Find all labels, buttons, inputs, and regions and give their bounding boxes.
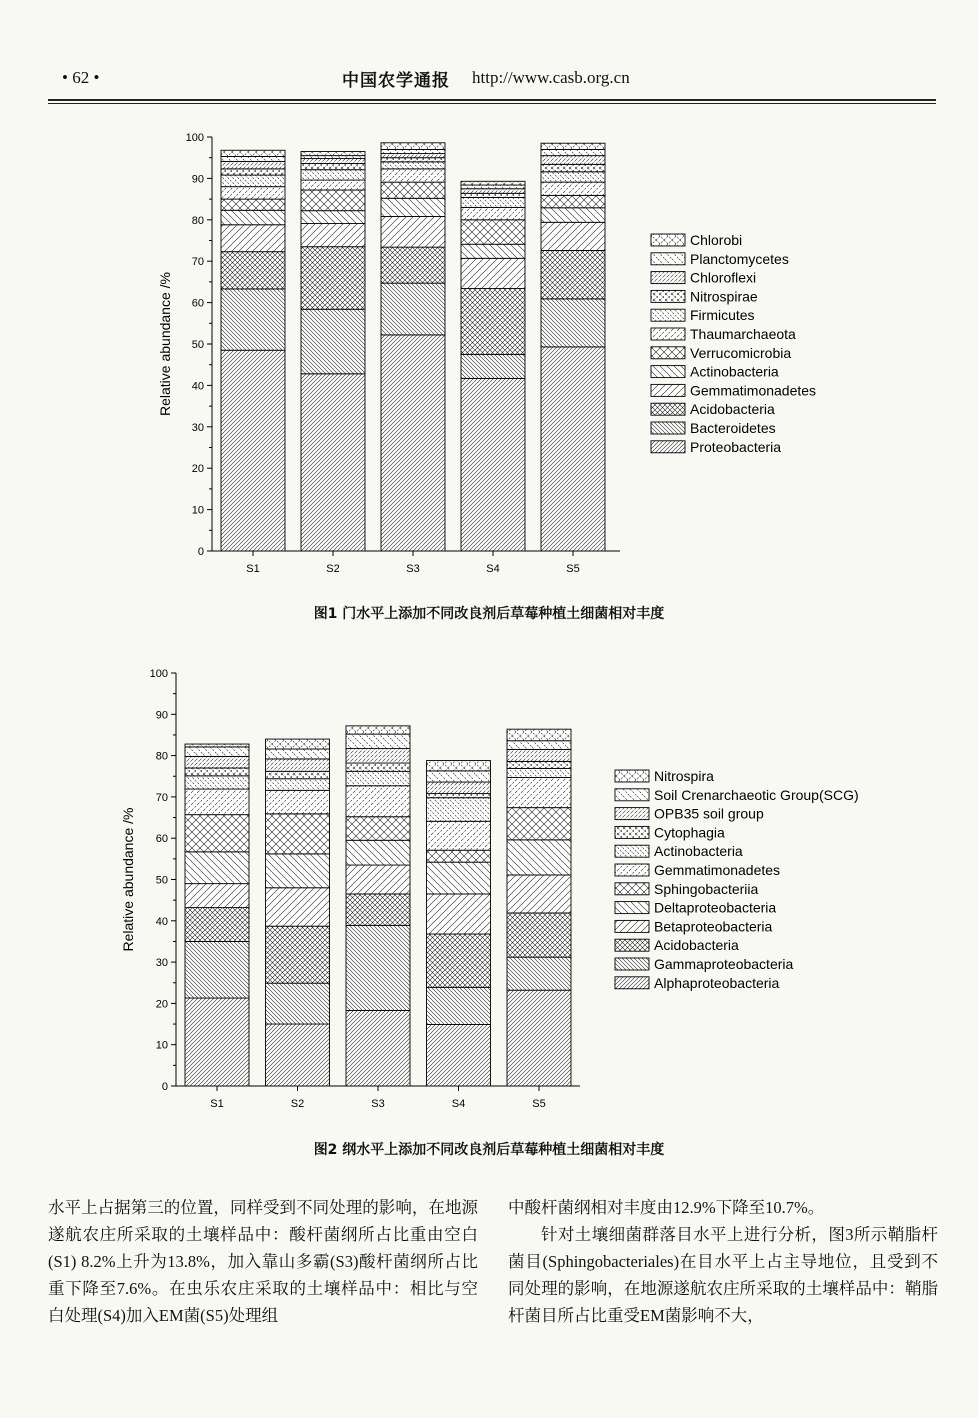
bar-s5-alphaproteobacteria (507, 990, 571, 1086)
bar-s2-gemmatimonadetes (301, 224, 365, 247)
bar-s2-chloroflexi (301, 159, 365, 164)
bar-s3-deltaproteobacteria (346, 840, 410, 865)
body-left-column (48, 1194, 478, 1329)
bar-s3-verrucomicrobia (381, 182, 445, 198)
legend-swatch-betaproteobacteria (615, 920, 649, 932)
x-tick-label: S4 (486, 563, 500, 575)
bar-s5-gemmatimonadetes (541, 222, 605, 250)
bar-s1-betaproteobacteria (185, 884, 249, 908)
bar-s3-chloroflexi (381, 154, 445, 158)
bar-s2-sphingobacteriia (266, 814, 330, 854)
figure-1-caption: 图1 门水平上添加不同改良剂后草莓种植土细菌相对丰度 (313, 606, 665, 622)
bar-s4-actinobacteria (427, 798, 491, 822)
bar-s3-bacteroidetes (381, 283, 445, 335)
bar-s1-firmicutes (221, 175, 285, 187)
bar-s5-deltaproteobacteria (507, 840, 571, 875)
bar-s5-betaproteobacteria (507, 875, 571, 913)
y-tick-label: 30 (191, 421, 204, 434)
y-tick-label: 0 (197, 546, 204, 558)
bar-s4-proteobacteria (461, 378, 525, 551)
bar-s5-acidobacteria (507, 913, 571, 957)
bar-s3-gammaproteobacteria (346, 925, 410, 1010)
bar-s2-nitrospira (266, 739, 330, 749)
bar-s1-gemmatimonadetes (221, 225, 285, 252)
y-tick-label: 20 (155, 998, 168, 1011)
bar-s2-acidobacteria (266, 926, 330, 983)
bar-s2-thaumarchaeota (301, 180, 365, 190)
bar-s2-bacteroidetes (301, 309, 365, 374)
bar-s4-acidobacteria (461, 289, 525, 355)
y-tick-label: 60 (191, 297, 204, 310)
legend-label-opb35-soil-group: OPB35 soil group (654, 805, 764, 822)
bar-s2-proteobacteria (301, 374, 365, 551)
bar-s2-gemmatimonadetes (266, 790, 330, 814)
bar-s1-acidobacteria (221, 252, 285, 289)
legend-label-bacteroidetes: Bacteroidetes (690, 420, 776, 436)
legend-swatch-firmicutes (651, 309, 685, 321)
bar-s4-opb35-soil-group (427, 782, 491, 794)
legend-label-betaproteobacteria: Betaproteobacteria (654, 918, 773, 935)
legend-swatch-cytophagia (615, 826, 649, 838)
legend-label-proteobacteria: Proteobacteria (690, 438, 782, 455)
legend-swatch-sphingobacteriia (615, 883, 649, 895)
legend-swatch-acidobacteria (615, 939, 649, 951)
legend-label-firmicutes: Firmicutes (690, 307, 755, 324)
legend-label-nitrospira: Nitrospira (654, 768, 714, 784)
bar-s5-actinobacteria (507, 768, 571, 777)
bar-s3-gemmatimonadetes (346, 786, 410, 817)
legend-label-verrucomicrobia: Verrucomicrobia (690, 344, 792, 361)
x-tick-label: S1 (210, 1098, 224, 1110)
x-tick-label: S5 (566, 563, 580, 575)
bar-s5-gammaproteobacteria (507, 957, 571, 990)
legend-swatch-thaumarchaeota (651, 328, 685, 340)
bar-s1-deltaproteobacteria (185, 852, 249, 884)
y-tick-label: 100 (149, 668, 168, 680)
bar-s1-actinobacteria (185, 776, 249, 789)
bar-s4-nitrospira (427, 761, 491, 771)
bar-s4-nitrospirae (461, 193, 525, 197)
bar-s3-cytophagia (346, 763, 410, 771)
legend-label-deltaproteobacteria: Deltaproteobacteria (654, 899, 777, 916)
y-tick-label: 80 (191, 214, 204, 227)
body-paragraph: 针对土壤细菌群落目水平上进行分析，图3所示鞘脂杆菌目(Sphingobacteriales)在目水平上占主导地位，且受到不同处理的影响，在地源遂航农庄所采取的土壤样品中：鞘脂杆菌目所占比重受EM菌影响不大， (508, 1225, 938, 1325)
y-tick-label: 40 (155, 915, 168, 928)
bar-s4-gemmatimonadetes (427, 821, 491, 850)
bar-s3-betaproteobacteria (346, 865, 410, 894)
bar-s5-actinobacteria (541, 208, 605, 222)
bar-s3-gemmatimonadetes (381, 216, 445, 247)
bar-s4-thaumarchaeota (461, 207, 525, 219)
legend-swatch-acidobacteria (651, 403, 685, 415)
bar-s3-planctomycetes (381, 149, 445, 153)
body-paragraph: 水平上占据第三的位置，同样受到不同处理的影响，在地源遂航农庄所采取的土壤样品中：酸杆菌纲所占比重由空白(S1) 8.2%上升为13.8%，加入靠山多霸(S3)酸杆菌纲所占比重下降至7.6%。在虫乐农庄采取的土壤样品中：相比与空白处理(S4)加入EM菌(S5)处理组 (48, 1198, 478, 1325)
bar-s3-nitrospirae (381, 158, 445, 162)
legend-label-sphingobacteriia: Sphingobacteriia (654, 880, 759, 897)
bar-s2-acidobacteria (301, 247, 365, 310)
legend-swatch-actinobacteria (651, 366, 685, 378)
page-number: • 62 • (62, 68, 100, 87)
bar-s3-nitrospira (346, 726, 410, 734)
bar-s4-gammaproteobacteria (427, 987, 491, 1024)
bar-s4-planctomycetes (461, 185, 525, 189)
y-tick-label: 70 (191, 256, 204, 269)
bar-s2-firmicutes (301, 170, 365, 180)
bar-s5-planctomycetes (541, 149, 605, 155)
bar-s4-verrucomicrobia (461, 220, 525, 244)
legend-swatch-chloroflexi (651, 272, 685, 284)
legend-swatch-planctomycetes (651, 253, 685, 265)
bar-s2-opb35-soil-group (266, 759, 330, 771)
bar-s4-chlorobi (461, 181, 525, 185)
x-tick-label: S3 (406, 563, 420, 575)
legend-label-acidobacteria: Acidobacteria (690, 401, 775, 418)
y-tick-label: 20 (191, 463, 204, 476)
bar-s2-betaproteobacteria (266, 888, 330, 926)
bar-s1-planctomycetes (221, 156, 285, 161)
bar-s5-nitrospira (507, 729, 571, 741)
legend-swatch-gammaproteobacteria (615, 958, 649, 970)
y-tick-label: 100 (185, 132, 204, 144)
bar-s2-chlorobi (301, 151, 365, 155)
bar-s1-cytophagia (185, 768, 249, 776)
legend-label-actinobacteria: Actinobacteria (654, 843, 743, 860)
bar-s1-verrucomicrobia (221, 199, 285, 210)
legend-swatch-soil-crenarchaeotic-group-scg (615, 789, 649, 801)
bar-s3-alphaproteobacteria (346, 1010, 410, 1086)
bar-s1-nitrospirae (221, 169, 285, 175)
figure-2-chart (0, 600, 978, 1200)
bar-s4-alphaproteobacteria (427, 1024, 491, 1086)
legend-label-actinobacteria: Actinobacteria (690, 363, 779, 380)
legend-label-gammaproteobacteria: Gammaproteobacteria (654, 956, 794, 972)
bar-s5-verrucomicrobia (541, 195, 605, 207)
legend-swatch-actinobacteria (615, 845, 649, 857)
bar-s3-chlorobi (381, 143, 445, 150)
y-tick-label: 80 (155, 750, 168, 763)
legend-label-cytophagia: Cytophagia (654, 824, 725, 841)
legend-swatch-opb35-soil-group (615, 808, 649, 820)
x-tick-label: S3 (371, 1098, 385, 1110)
legend-label-chlorobi: Chlorobi (690, 232, 743, 248)
figure-2-caption: 图2 纲水平上添加不同改良剂后草莓种植土细菌相对丰度 (313, 1142, 665, 1158)
bar-s4-deltaproteobacteria (427, 862, 491, 894)
bar-s4-firmicutes (461, 197, 525, 207)
bar-s3-actinobacteria (346, 771, 410, 785)
bar-s4-betaproteobacteria (427, 894, 491, 934)
bar-s4-cytophagia (427, 794, 491, 798)
x-tick-label: S2 (326, 563, 340, 575)
bar-s4-acidobacteria (427, 934, 491, 987)
body-right-column (508, 1194, 938, 1329)
legend-swatch-gemmatimonadetes (651, 384, 685, 396)
y-tick-label: 90 (155, 709, 168, 722)
legend-swatch-chlorobi (651, 234, 685, 246)
bar-s5-chlorobi (541, 143, 605, 149)
y-tick-label: 40 (191, 380, 204, 393)
bar-s5-firmicutes (541, 172, 605, 182)
y-tick-label: 50 (155, 874, 168, 887)
legend-swatch-verrucomicrobia (651, 347, 685, 359)
bar-s5-sphingobacteriia (507, 808, 571, 840)
bar-s1-bacteroidetes (221, 289, 285, 350)
bar-s1-sphingobacteriia (185, 815, 249, 852)
x-tick-label: S5 (532, 1098, 546, 1110)
legend-label-alphaproteobacteria: Alphaproteobacteria (654, 974, 780, 991)
bar-s4-gemmatimonadetes (461, 258, 525, 288)
legend-label-gemmatimonadetes: Gemmatimonadetes (690, 382, 817, 399)
y-tick-label: 60 (155, 833, 168, 846)
bar-s1-alphaproteobacteria (185, 998, 249, 1086)
y-tick-label: 0 (161, 1081, 168, 1093)
legend-label-acidobacteria: Acidobacteria (654, 937, 739, 954)
legend-swatch-nitrospira (615, 770, 649, 782)
x-tick-label: S1 (246, 563, 260, 575)
bar-s5-bacteroidetes (541, 299, 605, 347)
x-tick-label: S2 (290, 1098, 305, 1110)
bar-s3-firmicutes (381, 162, 445, 169)
bar-s2-cytophagia (266, 771, 330, 778)
bar-s3-actinobacteria (381, 198, 445, 216)
bar-s3-opb35-soil-group (346, 749, 410, 763)
bar-s2-nitrospirae (301, 163, 365, 169)
bar-s2-deltaproteobacteria (266, 854, 330, 888)
legend-swatch-gemmatimonadetes (615, 864, 649, 876)
bar-s4-sphingobacteriia (427, 850, 491, 862)
legend-swatch-deltaproteobacteria (615, 902, 649, 914)
legend-swatch-nitrospirae (651, 290, 685, 302)
bar-s1-gemmatimonadetes (185, 789, 249, 815)
bar-s1-thaumarchaeota (221, 187, 285, 199)
bar-s1-acidobacteria (185, 908, 249, 942)
bar-s4-bacteroidetes (461, 354, 525, 378)
bar-s2-actinobacteria (266, 779, 330, 791)
bar-s3-acidobacteria (381, 247, 445, 283)
y-tick-label: 10 (191, 504, 204, 517)
bar-s2-verrucomicrobia (301, 190, 365, 211)
bar-s3-sphingobacteriia (346, 817, 410, 841)
bar-s1-nitrospira (185, 744, 249, 747)
legend-swatch-proteobacteria (651, 441, 685, 453)
bar-s5-nitrospirae (541, 164, 605, 171)
y-axis-label: Relative abundance /% (120, 807, 136, 952)
y-axis-label: Relative abundance /% (157, 272, 173, 416)
legend-swatch-bacteroidetes (651, 422, 685, 434)
y-tick-label: 90 (191, 173, 204, 186)
bar-s1-gammaproteobacteria (185, 941, 249, 998)
bar-s2-alphaproteobacteria (266, 1024, 330, 1086)
bar-s2-gammaproteobacteria (266, 983, 330, 1024)
legend-label-thaumarchaeota: Thaumarchaeota (690, 326, 796, 342)
bar-s3-acidobacteria (346, 894, 410, 925)
bar-s5-soil-crenarchaeotic-group-scg (507, 741, 571, 750)
figure-1-chart (0, 0, 978, 600)
y-tick-label: 30 (155, 957, 168, 970)
y-tick-label: 10 (155, 1039, 168, 1052)
bar-s3-proteobacteria (381, 335, 445, 551)
legend-label-gemmatimonadetes: Gemmatimonadetes (654, 862, 781, 878)
x-tick-label: S4 (451, 1098, 466, 1110)
bar-s1-chlorobi (221, 150, 285, 156)
bar-s5-gemmatimonadetes (507, 777, 571, 807)
bar-s5-chloroflexi (541, 156, 605, 165)
bar-s1-proteobacteria (221, 350, 285, 551)
bar-s1-opb35-soil-group (185, 756, 249, 768)
bar-s3-thaumarchaeota (381, 169, 445, 182)
y-tick-label: 50 (191, 339, 204, 351)
bar-s5-proteobacteria (541, 347, 605, 551)
bar-s5-opb35-soil-group (507, 749, 571, 761)
bar-s4-soil-crenarchaeotic-group-scg (427, 771, 491, 782)
legend-swatch-alphaproteobacteria (615, 977, 649, 989)
legend-label-chloroflexi: Chloroflexi (690, 269, 757, 286)
bar-s1-soil-crenarchaeotic-group-scg (185, 747, 249, 756)
legend-label-soil-crenarchaeotic-group-scg: Soil Crenarchaeotic Group(SCG) (654, 786, 859, 803)
bar-s2-actinobacteria (301, 211, 365, 224)
bar-s4-chloroflexi (461, 189, 525, 194)
bar-s1-chloroflexi (221, 161, 285, 168)
bar-s1-actinobacteria (221, 210, 285, 224)
bar-s5-cytophagia (507, 761, 571, 768)
bar-s3-soil-crenarchaeotic-group-scg (346, 734, 410, 748)
body-paragraph: 中酸杆菌纲相对丰度由12.9%下降至10.7%。 (508, 1198, 825, 1217)
bar-s5-thaumarchaeota (541, 182, 605, 195)
legend-label-nitrospirae: Nitrospirae (690, 288, 758, 305)
bar-s2-soil-crenarchaeotic-group-scg (266, 749, 330, 759)
legend-label-planctomycetes: Planctomycetes (690, 250, 789, 267)
y-tick-label: 70 (155, 791, 168, 804)
bar-s4-actinobacteria (461, 244, 525, 258)
journal-url: http://www.casb.org.cn (472, 68, 630, 87)
journal-name: 中国农学通报 (342, 71, 450, 90)
bar-s5-acidobacteria (541, 250, 605, 298)
